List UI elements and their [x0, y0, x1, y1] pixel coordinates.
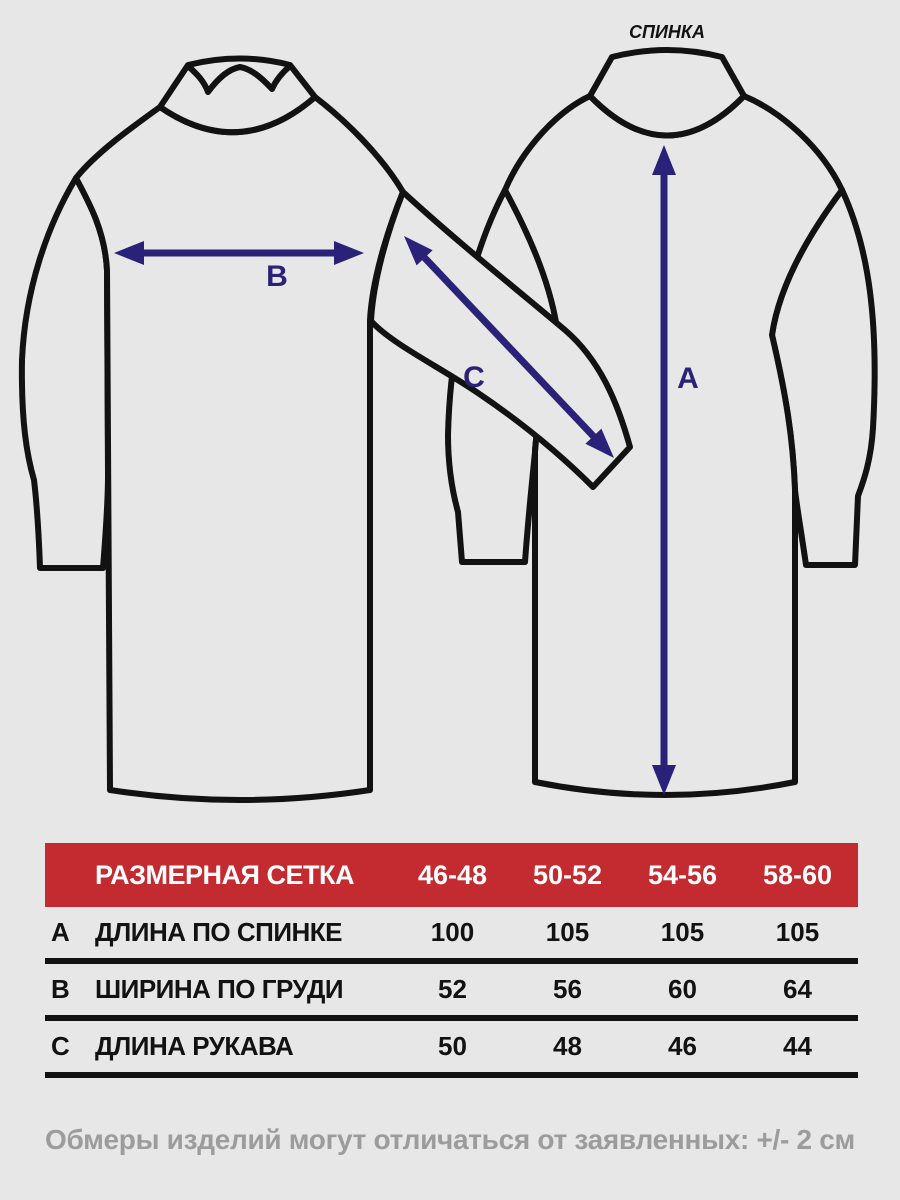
row-value: 100 — [430, 917, 475, 947]
table-row-chest-width — [45, 964, 858, 1021]
row-value: 105 — [545, 917, 590, 947]
size-column-header: 58-60 — [762, 859, 833, 890]
row-value: 52 — [438, 974, 467, 1004]
row-letter: В — [51, 974, 70, 1004]
row-label: ДЛИНА ПО СПИНКЕ — [95, 917, 343, 947]
tolerance-footnote: Обмеры изделий могут отличаться от заявленных: +/- 2 см — [45, 1124, 855, 1155]
size-table-header — [45, 843, 858, 907]
row-letter: С — [51, 1031, 70, 1061]
sleeve-length-letter: С — [463, 361, 485, 394]
size-column-header: 50-52 — [532, 859, 603, 890]
back-length-letter: А — [677, 362, 699, 395]
row-value: 60 — [668, 974, 697, 1004]
row-letter: А — [51, 917, 70, 947]
row-value: 44 — [783, 1031, 812, 1061]
front-left-sleeve — [22, 178, 108, 568]
row-value: 48 — [553, 1031, 582, 1061]
row-value: 50 — [438, 1031, 467, 1061]
row-label: ШИРИНА ПО ГРУДИ — [95, 974, 344, 1004]
row-value: 105 — [660, 917, 705, 947]
front-body — [76, 97, 403, 800]
row-value: 56 — [553, 974, 582, 1004]
back-view-caption: СПИНКА — [629, 22, 705, 42]
size-column-header: 54-56 — [647, 859, 718, 890]
row-value: 46 — [668, 1031, 697, 1061]
size-column-header: 46-48 — [417, 859, 488, 890]
chest-width-letter: В — [266, 260, 288, 293]
table-row-back-length — [45, 907, 858, 964]
size-table-title: РАЗМЕРНАЯ СЕТКА — [95, 859, 354, 890]
row-label: ДЛИНА РУКАВА — [95, 1031, 294, 1061]
row-value: 105 — [775, 917, 820, 947]
row-value: 64 — [783, 974, 812, 1004]
size-table — [45, 843, 858, 1078]
table-row-sleeve-length — [45, 1021, 858, 1078]
